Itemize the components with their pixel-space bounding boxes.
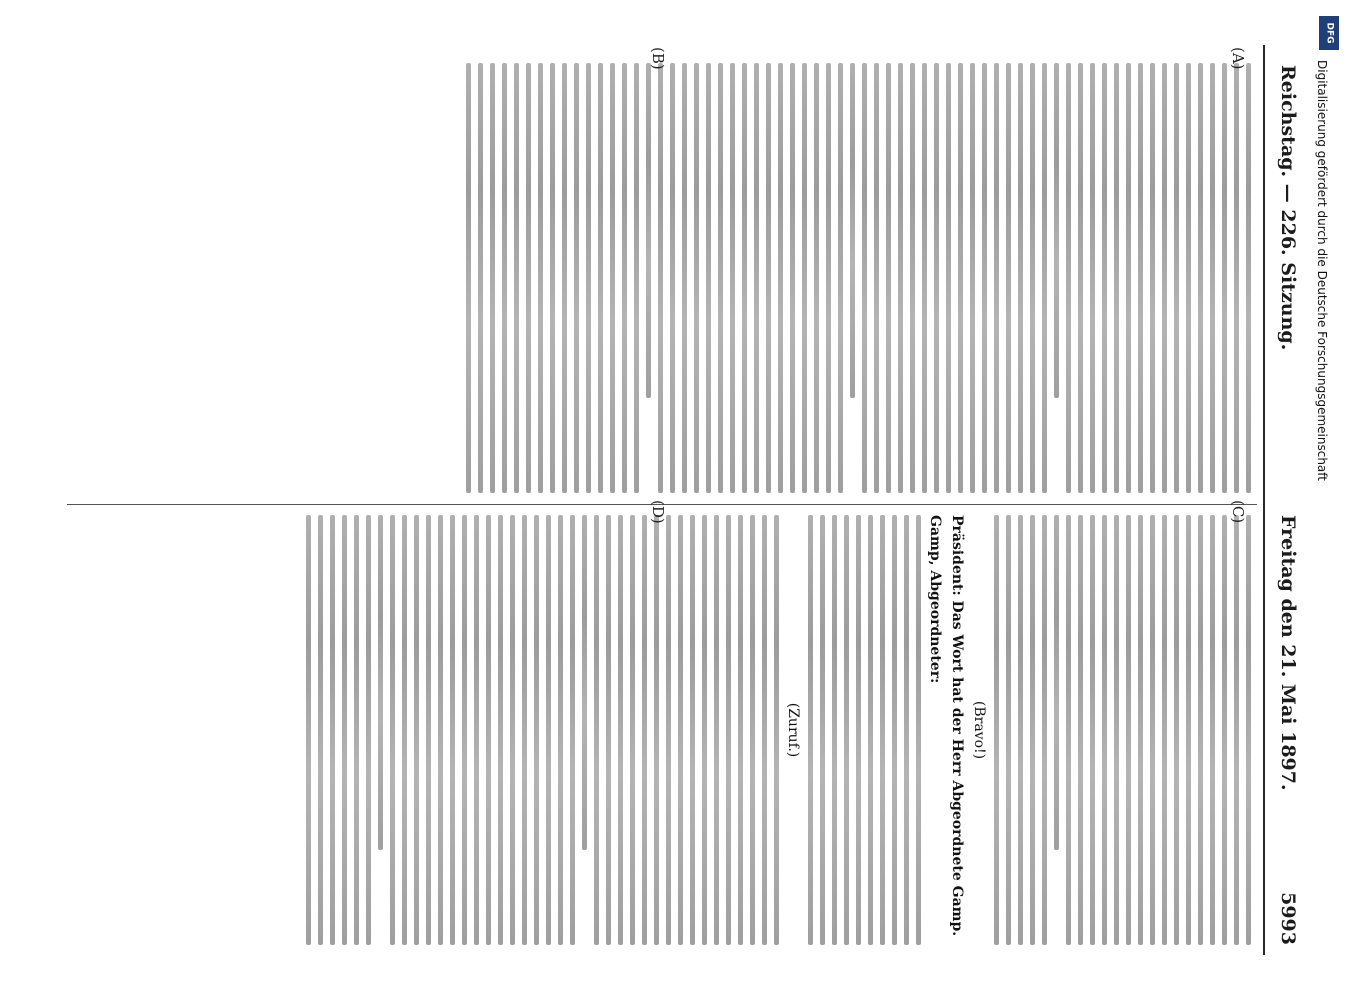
- right-text-line: [994, 515, 999, 945]
- right-text-line: [354, 515, 359, 945]
- left-text-line: [766, 63, 771, 493]
- right-text-line: [844, 515, 849, 945]
- right-text-line: [510, 515, 515, 945]
- right-text-line: [1042, 515, 1047, 945]
- left-text-line: [598, 63, 603, 493]
- left-text-line: [886, 63, 891, 493]
- left-text-line: [1042, 63, 1047, 493]
- right-text-line: [414, 515, 419, 945]
- left-text-line: [1102, 63, 1107, 493]
- right-text-line: [1066, 515, 1071, 945]
- left-text-line: [646, 63, 651, 398]
- left-text-line: [838, 63, 843, 493]
- left-text-line: [1246, 63, 1251, 493]
- interjection-bravo: (Bravo!): [971, 700, 987, 760]
- right-text-line: [366, 515, 371, 945]
- right-text-line: [318, 515, 323, 945]
- left-text-line: [634, 63, 639, 493]
- marker-a: (A): [1229, 47, 1247, 70]
- right-text-line: [1030, 515, 1035, 945]
- left-text-line: [994, 63, 999, 493]
- right-text-line: [618, 515, 623, 945]
- right-text-line: [498, 515, 503, 945]
- right-text-line: [726, 515, 731, 945]
- right-text-line: [450, 515, 455, 945]
- right-text-line: [462, 515, 467, 945]
- scanned-page: [45, 45, 1307, 955]
- left-text-line: [658, 63, 663, 493]
- speaker-praesident: Präsident: Das Wort hat der Herr Abgeordnete Gamp.: [949, 515, 965, 937]
- right-text-line: [342, 515, 347, 945]
- left-text-line: [610, 63, 615, 493]
- left-text-line: [550, 63, 555, 493]
- left-text-line: [1222, 63, 1227, 493]
- right-text-line: [750, 515, 755, 945]
- left-text-line: [922, 63, 927, 493]
- right-text-line: [1114, 515, 1119, 945]
- right-text-line: [1078, 515, 1083, 945]
- column-left: [62, 63, 1257, 493]
- left-text-line: [970, 63, 975, 493]
- left-text-line: [586, 63, 591, 493]
- left-text-line: [934, 63, 939, 493]
- right-text-line: [904, 515, 909, 945]
- marker-b: (B): [649, 47, 667, 70]
- right-text-line: [402, 515, 407, 945]
- right-text-line: [1054, 515, 1059, 850]
- right-text-line: [714, 515, 719, 945]
- right-text-line: [832, 515, 837, 945]
- right-text-line: [426, 515, 431, 945]
- right-text-line: [330, 515, 335, 945]
- right-text-line: [1222, 515, 1227, 945]
- header-right: Freitag den 21. Mai 1897.: [1277, 515, 1299, 791]
- dfg-strip: [1315, 10, 1345, 990]
- interjection-zuruf: (Zuruf.): [785, 702, 801, 758]
- left-text-line: [466, 63, 471, 493]
- right-text-line: [390, 515, 395, 945]
- left-text-line: [1234, 63, 1239, 493]
- left-text-line: [502, 63, 507, 493]
- left-text-line: [670, 63, 675, 493]
- right-text-line: [642, 515, 647, 945]
- left-text-line: [706, 63, 711, 493]
- right-text-line: [486, 515, 491, 945]
- left-text-line: [1138, 63, 1143, 493]
- right-text-line: [474, 515, 479, 945]
- left-text-line: [946, 63, 951, 493]
- speaker-gamp: Gamp, Abgeordneter:: [927, 515, 943, 684]
- right-text-line: [762, 515, 767, 945]
- left-text-line: [742, 63, 747, 493]
- right-text-line: [1246, 515, 1251, 945]
- left-text-line: [958, 63, 963, 493]
- right-text-line: [880, 515, 885, 945]
- left-text-line: [1114, 63, 1119, 493]
- left-text-line: [1054, 63, 1059, 398]
- left-text-line: [718, 63, 723, 493]
- header-rule: [1263, 45, 1265, 955]
- right-text-line: [1102, 515, 1107, 945]
- left-text-line: [1090, 63, 1095, 493]
- left-text-line: [1186, 63, 1191, 493]
- right-text-line: [868, 515, 873, 945]
- left-text-line: [802, 63, 807, 493]
- left-text-line: [790, 63, 795, 493]
- left-text-line: [874, 63, 879, 493]
- right-text-line: [522, 515, 527, 945]
- left-text-line: [526, 63, 531, 493]
- page-number: 5993: [1277, 892, 1299, 945]
- left-text-line: [1198, 63, 1203, 493]
- right-text-line: [378, 515, 383, 850]
- left-text-line: [538, 63, 543, 493]
- left-text-line: [1018, 63, 1023, 493]
- right-text-line: [808, 515, 813, 945]
- left-text-line: [1174, 63, 1179, 493]
- right-text-line: [738, 515, 743, 945]
- right-text-line: [1006, 515, 1011, 945]
- left-text-line: [622, 63, 627, 493]
- marker-c: (C): [1229, 500, 1247, 524]
- left-text-line: [694, 63, 699, 493]
- left-text-line: [982, 63, 987, 493]
- left-text-line: [862, 63, 867, 493]
- right-text-line: [666, 515, 671, 945]
- dfg-logo: DFG: [1319, 16, 1339, 50]
- right-text-line: [1234, 515, 1239, 945]
- right-text-line: [594, 515, 599, 945]
- left-text-line: [910, 63, 915, 493]
- left-text-line: [1162, 63, 1167, 493]
- right-text-line: [558, 515, 563, 945]
- right-text-line: [1210, 515, 1215, 945]
- right-text-line: [1150, 515, 1155, 945]
- left-text-line: [1150, 63, 1155, 493]
- left-text-line: [514, 63, 519, 493]
- left-text-line: [682, 63, 687, 493]
- left-text-line: [1078, 63, 1083, 493]
- left-text-line: [1030, 63, 1035, 493]
- left-text-line: [478, 63, 483, 493]
- left-text-line: [898, 63, 903, 493]
- left-text-line: [778, 63, 783, 493]
- right-text-line: [702, 515, 707, 945]
- right-text-line: [570, 515, 575, 945]
- right-text-line: [916, 515, 921, 945]
- right-text-line: [892, 515, 897, 945]
- right-text-line: [438, 515, 443, 945]
- right-text-line: [1018, 515, 1023, 945]
- left-text-line: [1210, 63, 1215, 493]
- right-text-line: [606, 515, 611, 945]
- left-text-line: [574, 63, 579, 493]
- right-text-line: [306, 515, 311, 945]
- left-text-line: [562, 63, 567, 493]
- left-text-line: [490, 63, 495, 493]
- right-text-line: [820, 515, 825, 945]
- right-text-line: [1186, 515, 1191, 945]
- page-header: [1267, 45, 1307, 955]
- right-text-line: [534, 515, 539, 945]
- right-text-line: [678, 515, 683, 945]
- left-text-line: [754, 63, 759, 493]
- left-text-line: [850, 63, 855, 398]
- right-text-line: [1138, 515, 1143, 945]
- left-text-line: [826, 63, 831, 493]
- right-text-line: [856, 515, 861, 945]
- header-left: Reichstag. — 226. Sitzung.: [1277, 65, 1299, 351]
- page-content: [45, 45, 1307, 955]
- right-text-line: [546, 515, 551, 945]
- left-text-line: [1126, 63, 1131, 493]
- left-text-line: [730, 63, 735, 493]
- right-text-line: [630, 515, 635, 945]
- right-text-line: [1174, 515, 1179, 945]
- column-right: [62, 515, 1257, 945]
- right-text-line: [1162, 515, 1167, 945]
- left-text-line: [814, 63, 819, 493]
- right-text-line: [1090, 515, 1095, 945]
- left-text-line: [1066, 63, 1071, 493]
- left-text-line: [1006, 63, 1011, 493]
- right-text-line: [774, 515, 779, 945]
- marker-d: (D): [649, 500, 667, 524]
- right-text-line: [690, 515, 695, 945]
- right-text-line: [1126, 515, 1131, 945]
- right-text-line: [1198, 515, 1203, 945]
- dfg-credit: Digitalisierung gefördert durch die Deutsche Forschungsgemeinschaft: [1315, 60, 1329, 482]
- right-text-line: [654, 515, 659, 945]
- right-text-line: [582, 515, 587, 850]
